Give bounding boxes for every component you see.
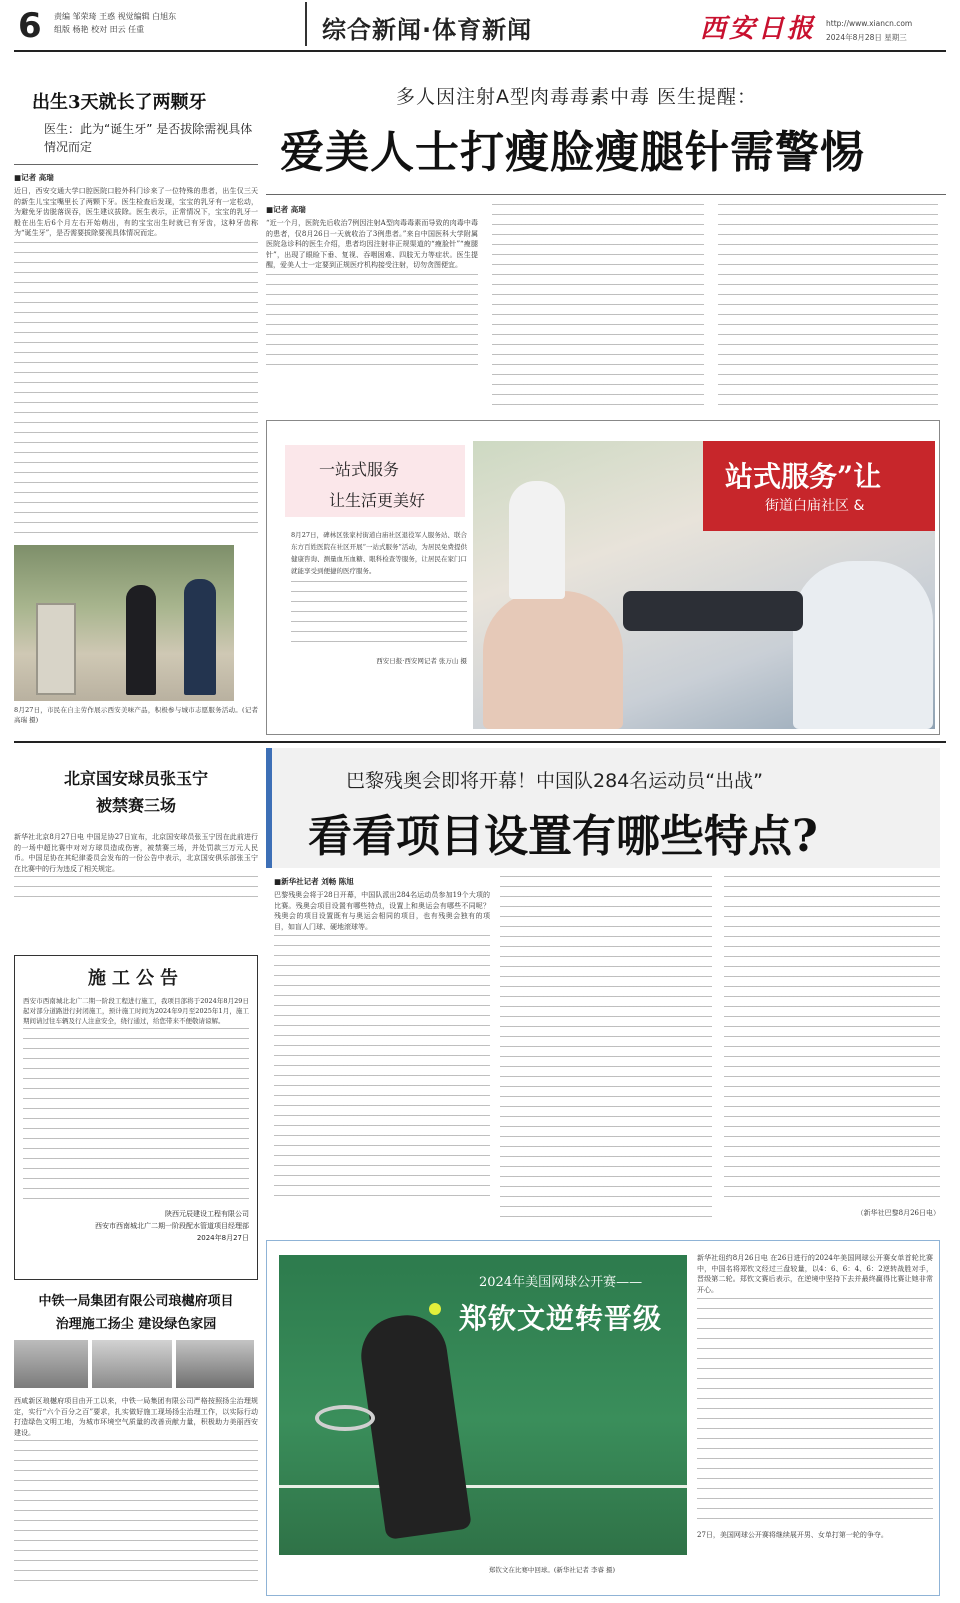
- staff-line-2: 组版 杨艳 校对 田云 任重: [54, 25, 145, 34]
- tennis-body: 新华社纽约8月26日电 在26日进行的2024年美国网球公开赛女单首轮比赛中，中国名将郑钦文经过三盘较量，以4：6、6：4、6：2逆转战胜对手，晋级第二轮。郑钦文赛后表示，在逆境中坚持下去并最终赢得比赛让她非常开心。: [697, 1254, 933, 1294]
- notice-date: 2024年8月27日: [196, 1234, 249, 1242]
- paralympic-col-3: [724, 876, 940, 1226]
- paralympic-accent-bar: [266, 748, 272, 868]
- notice-title: 施工公告: [88, 968, 184, 989]
- beauty-col-3-text: [718, 204, 938, 409]
- paralympic-col-1: [274, 876, 490, 1226]
- beauty-body: “近一个月，医院先后收治7例因注射A型肉毒毒素而导致的肉毒中毒的患者，仅8月26日一天就收治了3例患者。”来自中国医科大学附属医院急诊科的医生介绍，患者均因注射非正规渠道的“瘦脸针”“瘦腿针”，出现了眼睑下垂、复视、吞咽困难、四肢无力等症状。医生提醒，爱美人士一定要到正规医疗机构接受注射，切勿贪图便宜。: [266, 219, 478, 269]
- service-title-line-1: 一站式服务: [319, 460, 400, 479]
- court-line: [279, 1485, 687, 1488]
- tennis-headline: 郑钦文逆转晋级: [459, 1302, 663, 1335]
- railway-photo-2: [92, 1340, 172, 1388]
- guoan-title-2: 被禁赛三场: [95, 796, 176, 815]
- tennis-feature: [266, 1240, 940, 1596]
- tennis-ball: [429, 1303, 441, 1315]
- page-number: 6: [18, 6, 42, 46]
- beauty-kicker: 多人因注射A型肉毒毒素中毒 医生提醒：: [396, 86, 758, 108]
- section-title: 综合新闻·体育新闻: [322, 16, 533, 44]
- issue-date: 2024年8月28日 星期三: [826, 33, 907, 42]
- photo-person-1: [126, 585, 156, 695]
- guoan-story: [14, 748, 258, 938]
- header-rule: [14, 50, 946, 52]
- tennis-body-continued: [697, 1298, 933, 1528]
- beauty-col-2-text: [492, 204, 704, 409]
- paralympic-kicker: 巴黎残奥会即将开幕！中国队284名运动员“出战”: [346, 770, 763, 792]
- photo-monument: [36, 603, 76, 695]
- paralympic-col-1-text: [274, 935, 490, 1205]
- service-body-text: 8月27日，碑林区张家村街道白庙社区退役军人服务站、联合东方百姓医院在社区开展“一站式服务”活动，为居民免费提供健康咨询、测量血压血糖、眼科检查等服务，让居民在家门口就能享受到便捷的医疗服务。: [291, 531, 467, 575]
- service-body: [291, 529, 467, 729]
- paralympic-headline: 看看项目设置有哪些特点?: [308, 811, 818, 862]
- notice-body-continued: [23, 1028, 249, 1203]
- notice-body: 西安市西南城北北广二期一阶段工程进行施工，我项目部将于2024年8月29日起对部分道路进行封闭施工，预计施工时间为2024年9月至2025年1月，施工期间请过往车辆及行人注意安全，绕行通过，给您带来不便敬请谅解。: [23, 997, 249, 1025]
- tooth-divider: [14, 164, 258, 165]
- railway-story: [14, 1290, 258, 1595]
- beauty-divider: [266, 194, 946, 195]
- service-feature: [266, 420, 940, 735]
- paralympic-col-3-text: [724, 876, 940, 1206]
- beauty-col-1: [266, 204, 478, 414]
- banner-subtext: 街道白庙社区 &: [765, 498, 865, 514]
- section-rule: [14, 741, 946, 743]
- railway-body-continued: [14, 1440, 258, 1590]
- paralympic-col-2-text: [500, 876, 712, 1221]
- player-figure: [356, 1310, 472, 1540]
- tooth-photo-caption: 8月27日，市民在自主劳作展示西安美味产品，积极参与城市志愿服务活动。(记者 高瑞 摄): [14, 706, 258, 724]
- photo-nurse: [509, 481, 565, 599]
- tooth-body: 近日，西安交通大学口腔医院口腔外科门诊来了一位特殊的患者，出生仅三天的新生儿宝宝嘴里长了两颗下牙。医生检查后发现，宝宝的乳牙有一定松动，为避免牙齿脱落误吞，医生建议拔除。医生表示，正常情况下，宝宝的乳牙一般在出生后6个月左右开始萌出，有的宝宝出生时就已有牙齿，这种牙齿称为“诞生牙”，是否需要拔除要视具体情况而定。: [14, 187, 258, 237]
- paralympic-body: 巴黎残奥会将于28日开幕，中国队派出284名运动员参加19个大项的比赛。残奥会项目设置有哪些特点，设置上和奥运会有哪些不同呢？残奥会的项目设置既有与奥运会相同的项目，也有残奥会独有的项目，如盲人门球、硬地滚球等。: [274, 891, 490, 931]
- service-title-line-2: 让生活更美好: [329, 491, 426, 510]
- railway-photos: [14, 1340, 258, 1388]
- tennis-column: [697, 1253, 933, 1593]
- railway-photo-3: [176, 1340, 254, 1388]
- staff-line-1: 责编 邹荣琦 王惑 视觉编辑 白旭东: [54, 12, 177, 21]
- beauty-byline: ■记者 高瑞: [266, 205, 306, 214]
- tennis-last-line: 27日，美国网球公开赛将继续展开男、女单打第一轮的争夺。: [697, 1531, 888, 1539]
- railway-body: 西咸新区琅樾府项目由开工以来，中铁一局集团有限公司严格按照扬尘治理规定，实行“六个百分之百”要求，扎实做好施工现场扬尘治理工作，以实际行动打造绿色文明工地，为城市环境空气质量的改善贡献力量，积极助力美丽西安建设。: [14, 1397, 258, 1437]
- service-photo: [473, 441, 935, 729]
- tennis-racket: [315, 1405, 375, 1431]
- photo-doctor: [793, 561, 933, 729]
- guoan-body: 新华社北京8月27日电 中国足协27日宣布，北京国安球员张玉宁因在此前进行的一场中超比赛中对对方球员造成伤害，被禁赛三场，并处罚款三万元人民币。中国足协在其纪律委员会发布的一份公告中表示，北京国安俱乐部张玉宁在比赛中的行为违反了相关规定。: [14, 833, 258, 873]
- tennis-photo-caption: 郑钦文在比赛中回球。(新华社记者 李睿 摄): [488, 1566, 616, 1574]
- guoan-title-1: 北京国安球员张玉宁: [63, 769, 208, 788]
- railway-photo-1: [14, 1340, 88, 1388]
- notice-signature-1: 陕西元辰建设工程有限公司: [165, 1210, 249, 1218]
- construction-notice: [14, 955, 258, 1280]
- banner-text: 站式服务”让: [725, 460, 882, 493]
- service-credit: 西安日报·西安网记者 张万山 摄: [376, 657, 467, 665]
- photo-person-2: [184, 579, 216, 695]
- website: http://www.xiancn.com: [826, 19, 913, 28]
- masthead-logo: 西安日报: [700, 14, 817, 44]
- beauty-story: [266, 68, 946, 418]
- photo-patient: [483, 591, 623, 729]
- paralympic-end-credit: （新华社巴黎8月26日电）: [856, 1209, 940, 1217]
- tooth-story: [14, 68, 258, 538]
- tooth-story-title: 出生3天就长了两颗牙: [32, 92, 207, 113]
- tennis-event-label: 2024年美国网球公开赛——: [479, 1275, 643, 1290]
- railway-title-2: 治理施工扬尘 建设绿色家园: [55, 1317, 217, 1332]
- paralympic-byline: ■新华社记者 刘畅 陈旭: [274, 877, 354, 886]
- railway-title-1: 中铁一局集团有限公司琅樾府项目: [38, 1294, 234, 1309]
- paralympic-story: [266, 748, 946, 1233]
- beauty-headline: 爱美人士打瘦脸瘦腿针需警惕: [280, 127, 865, 178]
- photo-equipment: [623, 591, 803, 631]
- service-body-continued: [291, 581, 467, 651]
- beauty-col-1-text: [266, 274, 478, 374]
- tooth-byline: ■记者 高瑞: [14, 173, 54, 182]
- tooth-body-continued: [14, 242, 258, 542]
- page-header: [0, 0, 960, 64]
- notice-signature-2: 西安市西南城北广二期一阶段配水管道项目经理部: [95, 1222, 249, 1230]
- guoan-body-continued: [14, 876, 258, 906]
- service-title-box: [285, 445, 465, 517]
- tooth-story-subtitle: 医生：此为“诞生牙” 是否拔除需视具体情况而定: [44, 122, 253, 154]
- tooth-photo: [14, 545, 234, 701]
